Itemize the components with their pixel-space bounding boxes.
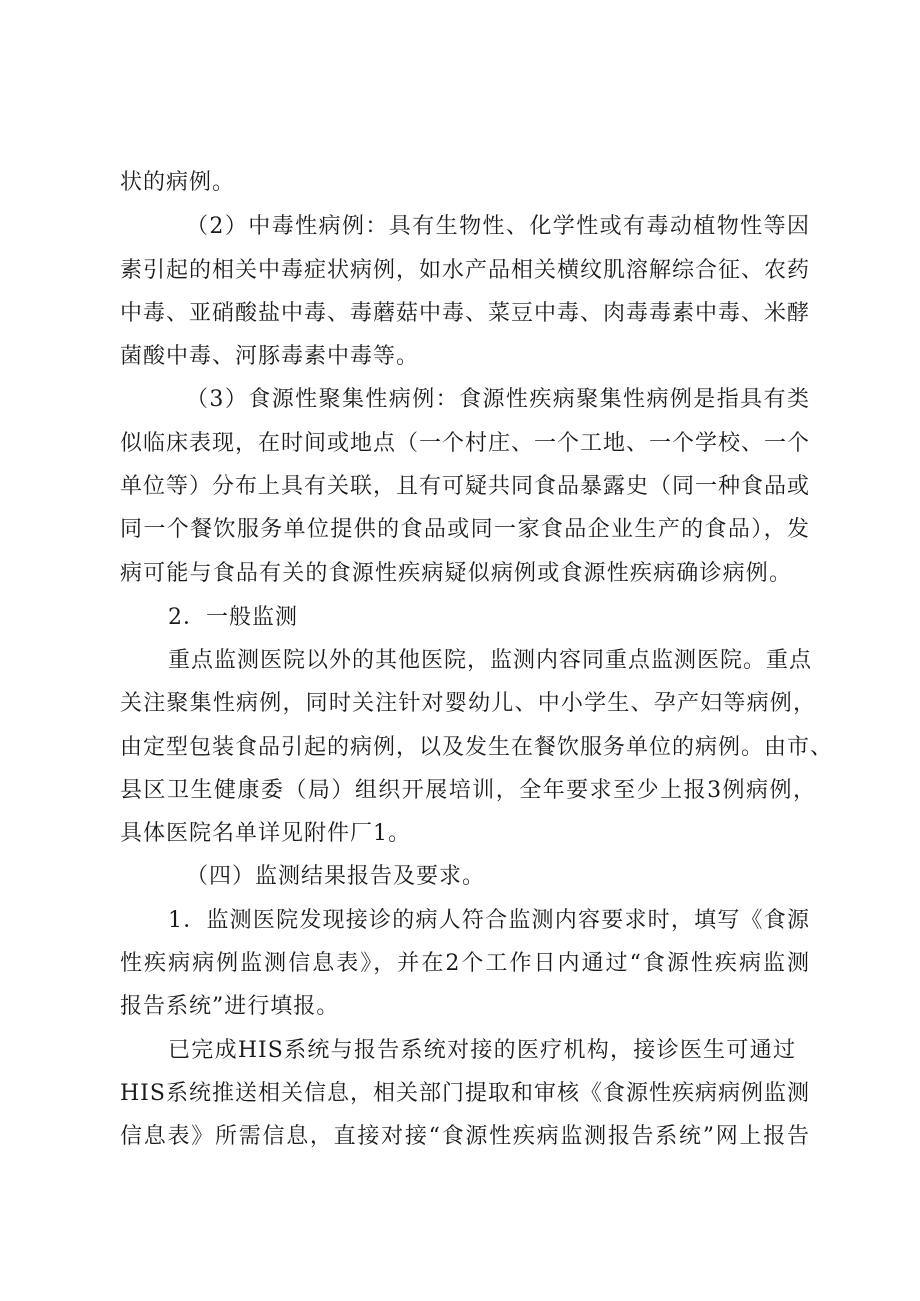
text-line: （2）中毒性病例：具有生物性、化学性或有毒动植物性等因 xyxy=(186,214,810,239)
text-line: 具体医院名单详见附件厂1。 xyxy=(120,821,411,846)
text-line: 单位等）分布上具有关联，且有可疑共同食品暴露史（同一种食品或 xyxy=(120,474,811,499)
text-line: 同一个餐饮服务单位提供的食品或同一家食品企业生产的食品），发 xyxy=(120,517,810,542)
text-line: 性疾病病例监测信息表》，并在2个工作日内通过“食源性疾病监测 xyxy=(120,951,810,976)
section-heading: 2．一般监测 xyxy=(168,605,298,630)
text-line: 重点监测医院以外的其他医院，监测内容同重点监测医院。重点 xyxy=(168,648,813,673)
text-line: （3）食源性聚集性病例：食源性疾病聚集性病例是指具有类 xyxy=(186,387,810,412)
text-line: 1．监测医院发现接诊的病人符合监测内容要求时，填写《食源 xyxy=(168,908,810,933)
text-line: 似临床表现，在时间或地点（一个村庄、一个工地、一个学校、一个 xyxy=(120,431,811,456)
text-line: HIS系统推送相关信息，相关部门提取和审核《食源性疾病病例监测 xyxy=(120,1081,810,1106)
text-line: 由定型包装食品引起的病例，以及发生在餐饮服务单位的病例。由市、 xyxy=(120,735,834,760)
text-line: 报告系统”进行填报。 xyxy=(120,994,340,1019)
text-line: 信息表》所需信息，直接对接“食源性疾病监测报告系统”网上报告 xyxy=(120,1124,810,1149)
section-heading: （四）监测结果报告及要求。 xyxy=(186,864,486,889)
text-line: 关注聚集性病例，同时关注针对婴幼儿、中小学生、孕产妇等病例， xyxy=(120,691,816,716)
text-line: 菌酸中毒、河豚毒素中毒等。 xyxy=(120,344,420,369)
text-line: 病可能与食品有关的食源性疾病疑似病例或食源性疾病确诊病例。 xyxy=(120,561,792,586)
text-line: 中毒、亚硝酸盐中毒、毒蘑菇中毒、菜豆中毒、肉毒毒素中毒、米酵 xyxy=(120,301,811,326)
text-line: 状的病例。 xyxy=(120,170,236,195)
text-line: 已完成HIS系统与报告系统对接的医疗机构，接诊医生可通过 xyxy=(168,1038,796,1063)
text-line: 县区卫生健康委（局）组织开展培训，全年要求至少上报3例病例， xyxy=(120,778,816,803)
text-line: 素引起的相关中毒症状病例，如水产品相关横纹肌溶解综合征、农药 xyxy=(120,258,811,283)
